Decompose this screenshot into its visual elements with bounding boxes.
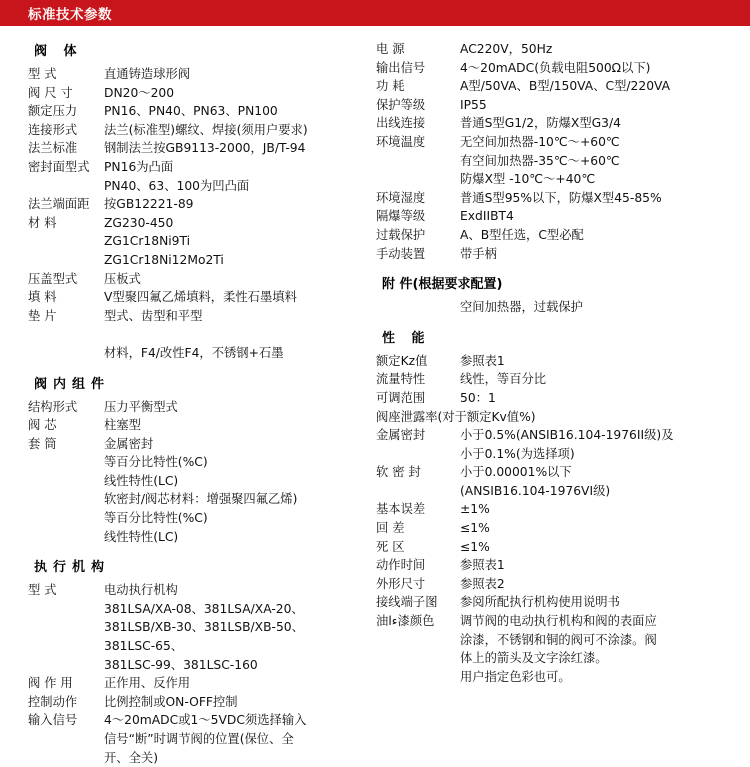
table-row [28,158,372,177]
spec-label: 阀座泄露率(对于额定Kv值%) [376,409,536,424]
table-row [376,575,750,594]
table-row [376,445,750,464]
spec-value: 线性，等百分比 [460,372,547,387]
table-row [376,189,750,208]
spec-value: 正作用、反作用 [104,676,191,691]
spec-label [28,453,104,472]
table-row [28,674,372,693]
spec-label: 控制动作 [28,694,78,709]
spec-value: ±1% [460,502,490,517]
spec-table [28,398,372,547]
table-row [28,288,372,307]
spec-value: 空间加热器，过载保护 [460,300,583,315]
spec-value: ExdIIBT4 [460,209,514,224]
spec-value: PN16、PN40、PN63、PN100 [104,104,278,119]
section-heading: 附 件(根据要求配置) [382,277,503,293]
spec-value: 压力平衡型式 [104,399,178,414]
spec-table [28,581,372,767]
table-row [28,177,372,196]
spec-value: 电动执行机构 [104,583,178,598]
spec-value: 50：1 [460,390,496,405]
table-row [28,325,372,344]
spec-label: 型 式 [28,583,57,598]
page-header-bar [0,0,750,26]
table-row [376,538,750,557]
table-row [376,482,750,501]
spec-label: 手动装置 [376,246,426,261]
spec-value: IP55 [460,97,487,112]
spec-value: 参照表1 [460,558,505,573]
spec-value: 体上的箭头及文字涂红漆。 [460,651,608,666]
spec-label: 油ءا漆颜色 [376,614,435,629]
spec-table [28,65,372,363]
spec-label: 额定压力 [28,104,78,119]
section-heading: 阀内组件 [34,376,111,392]
spec-label [376,668,460,687]
table-row [376,77,750,96]
spec-value: ≤1% [460,539,490,554]
spec-value: AC220V，50Hz [460,42,553,56]
spec-label: 额定Kz值 [376,353,428,368]
spec-table [376,298,750,317]
spec-value: 4～20mADC或1～5VDC须选择输入 [104,713,307,728]
table-row [28,84,372,103]
spec-value: 参照表1 [460,353,505,368]
table-row [376,463,750,482]
spec-value: 比例控制或ON-OFF控制 [104,694,238,709]
spec-label [28,251,104,270]
spec-value: 381LSC-65、 [104,639,184,654]
spec-label [376,649,460,668]
spec-value: 直通铸造球形阀 [104,67,191,81]
spec-label: 软 密 封 [376,465,421,480]
spec-value: 参照表2 [460,576,505,591]
table-row [28,65,372,84]
spec-label [28,528,104,547]
spec-value: 小于0.5%(ANSIB16.104-1976II级)及 [460,428,674,443]
spec-value: 用户指定色彩也可。 [460,669,571,684]
spec-label: 接线端子图 [376,595,438,610]
spec-label: 填 料 [28,290,57,305]
section-heading: 执行机构 [34,560,111,576]
spec-label [28,232,104,251]
table-row [28,398,372,417]
table-row [28,490,372,509]
right-column [372,40,750,767]
table-row [376,152,750,171]
table-row [28,656,372,675]
spec-label [28,749,104,767]
spec-value: 小于0.1%(为选择项) [460,446,575,461]
spec-label: 连接形式 [28,122,78,137]
table-row [28,730,372,749]
spec-label [28,509,104,528]
table-row [376,226,750,245]
table-row [376,245,750,264]
spec-value: PN40、63、100为凹凸面 [104,178,250,193]
spec-value: 381LSB/XB-30、381LSB/XB-50、 [104,620,304,635]
spec-value: 开、全关) [104,750,158,765]
table-row [376,298,750,317]
table-row [28,307,372,326]
spec-label: 隔爆等级 [376,209,426,224]
spec-label [28,730,104,749]
spec-label [28,490,104,509]
spec-value: 小于0.00001%以下 [460,465,572,480]
table-row [376,207,750,226]
spec-value: ZG1Cr18Ni12Mo2Ti [104,252,224,267]
section-heading: 性 能 [382,330,431,346]
spec-label: 环境湿度 [376,190,426,205]
spec-value: 钢制法兰按GB9113-2000，JB/T-94 [104,141,306,156]
spec-label [28,637,104,656]
spec-value: A、B型任选，C型必配 [460,227,584,242]
table-row [28,528,372,547]
spec-value: 等百分比特性(%C) [104,511,208,526]
spec-value: 涂漆，不锈钢和铜的阀可不涂漆。阀 [460,632,657,647]
spec-table [376,352,750,687]
spec-value: PN16为凸面 [104,159,174,174]
table-row [28,121,372,140]
spec-value: 信号“断”时调节阀的位置(保位、全 [104,732,294,746]
spec-label [28,656,104,675]
table-row [376,40,750,59]
table-row [376,556,750,575]
spec-value: DN20～200 [104,85,175,100]
table-row [28,344,372,363]
spec-label: 回 差 [376,521,405,536]
spec-label [376,445,460,464]
spec-value: 381LSC-99、381LSC-160 [104,657,258,672]
table-row [376,352,750,371]
spec-label: 可调范围 [376,390,426,405]
spec-value: 型式、齿型和平型 [104,308,203,323]
spec-label: 基本误差 [376,502,426,517]
spec-label: 压盖型式 [28,271,78,286]
table-row [28,509,372,528]
table-row [28,251,372,270]
spec-value: (ANSIB16.104-1976VI级) [460,483,611,498]
spec-label [376,152,460,171]
table-row [376,408,750,427]
section-heading: 阀 体 [34,44,83,59]
table-row [376,59,750,78]
spec-label [376,631,460,650]
table-row [376,170,750,189]
table-row [28,102,372,121]
spec-label: 阀 尺 寸 [28,85,73,100]
spec-label [376,482,460,501]
spec-label: 环境温度 [376,134,426,149]
table-row [376,649,750,668]
spec-value [104,325,372,344]
spec-value: 调节阀的电动执行机构和阀的表面应 [460,614,657,629]
spec-value: 材料，F4/改性F4，不锈钢+石墨 [104,345,284,360]
table-row [28,693,372,712]
spec-value: ≤1% [460,521,490,536]
spec-label: 功 耗 [376,79,405,94]
spec-label: 出线连接 [376,116,426,131]
table-row [28,416,372,435]
spec-label: 法兰标准 [28,141,78,156]
spec-value: 线性特性(LC) [104,529,179,544]
spec-value: 金属密封 [104,436,154,451]
spec-label: 过载保护 [376,227,426,242]
spec-label: 结构形式 [28,399,78,414]
spec-value: 等百分比特性(%C) [104,455,208,470]
spec-label: 死 区 [376,539,405,554]
spec-value: 381LSA/XA-08、381LSA/XA-20、 [104,601,304,616]
spec-value: ZG230-450 [104,215,174,230]
spec-label: 外形尺寸 [376,576,426,591]
spec-value: 参阅所配执行机构使用说明书 [460,595,620,610]
table-row [376,133,750,152]
table-row [28,435,372,454]
spec-value: V型聚四氟乙烯填料，柔性石墨填料 [104,290,297,305]
table-row [28,711,372,730]
spec-value: A型/50VA、B型/150VA、C型/220VA [460,79,671,94]
table-row [28,139,372,158]
table-row [28,581,372,600]
spec-value: ZG1Cr18Ni9Ti [104,234,191,249]
spec-label [28,472,104,491]
table-row [28,472,372,491]
table-row [376,631,750,650]
spec-label [376,298,460,317]
spec-label [28,325,104,344]
spec-label: 电 源 [376,42,405,56]
table-row [376,389,750,408]
spec-value: 压板式 [104,271,141,286]
spec-value: 普通S型95%以下，防爆X型45-85% [460,190,662,205]
spec-label: 动作时间 [376,558,426,573]
spec-label: 输入信号 [28,713,78,728]
spec-value: 法兰(标准型)螺纹、焊接(须用户要求) [104,122,308,137]
spec-table [376,40,750,263]
table-row [28,749,372,767]
table-row [28,600,372,619]
spec-value: 防爆X型 -10℃～+40℃ [460,172,596,187]
table-row [28,195,372,214]
table-row [28,232,372,251]
spec-value: 线性特性(LC) [104,473,179,488]
spec-value: 带手柄 [460,246,497,261]
two-column-body [0,26,750,767]
spec-label: 阀 芯 [28,418,57,433]
spec-label: 套 筒 [28,436,57,451]
table-row [28,214,372,233]
table-row [376,612,750,631]
spec-value: 有空间加热器-35℃～+60℃ [460,153,620,168]
table-row [376,114,750,133]
table-row [376,96,750,115]
table-row [376,370,750,389]
spec-value: 4～20mADC(负载电阻500Ω以下) [460,60,651,75]
table-row [28,637,372,656]
spec-label: 法兰端面距 [28,197,90,212]
spec-label: 型 式 [28,67,57,81]
spec-label: 垫 片 [28,308,57,323]
table-row [376,593,750,612]
spec-label: 材 料 [28,215,57,230]
spec-label [28,177,104,196]
spec-label [28,600,104,619]
spec-label [376,170,460,189]
spec-label: 输出信号 [376,60,426,75]
spec-label [28,618,104,637]
table-row [28,270,372,289]
table-row [28,618,372,637]
spec-label: 金属密封 [376,428,426,443]
left-column [0,40,372,767]
table-row [376,519,750,538]
page-title: 标准技术参数 [28,7,112,23]
spec-label [28,344,104,363]
table-row [376,426,750,445]
table-row [28,453,372,472]
spec-value: 软密封/阀芯材料：增强聚四氟乙烯) [104,492,298,507]
spec-value: 按GB12221-89 [104,197,194,212]
spec-value: 柱塞型 [104,418,141,433]
spec-label: 流量特性 [376,372,426,387]
spec-value: 无空间加热器-10℃～+60℃ [460,134,620,149]
spec-label: 阀 作 用 [28,676,73,691]
spec-label: 密封面型式 [28,159,90,174]
table-row [376,500,750,519]
spec-label: 保护等级 [376,97,426,112]
table-row [376,668,750,687]
spec-value: 普通S型G1/2，防爆X型G3/4 [460,116,621,131]
